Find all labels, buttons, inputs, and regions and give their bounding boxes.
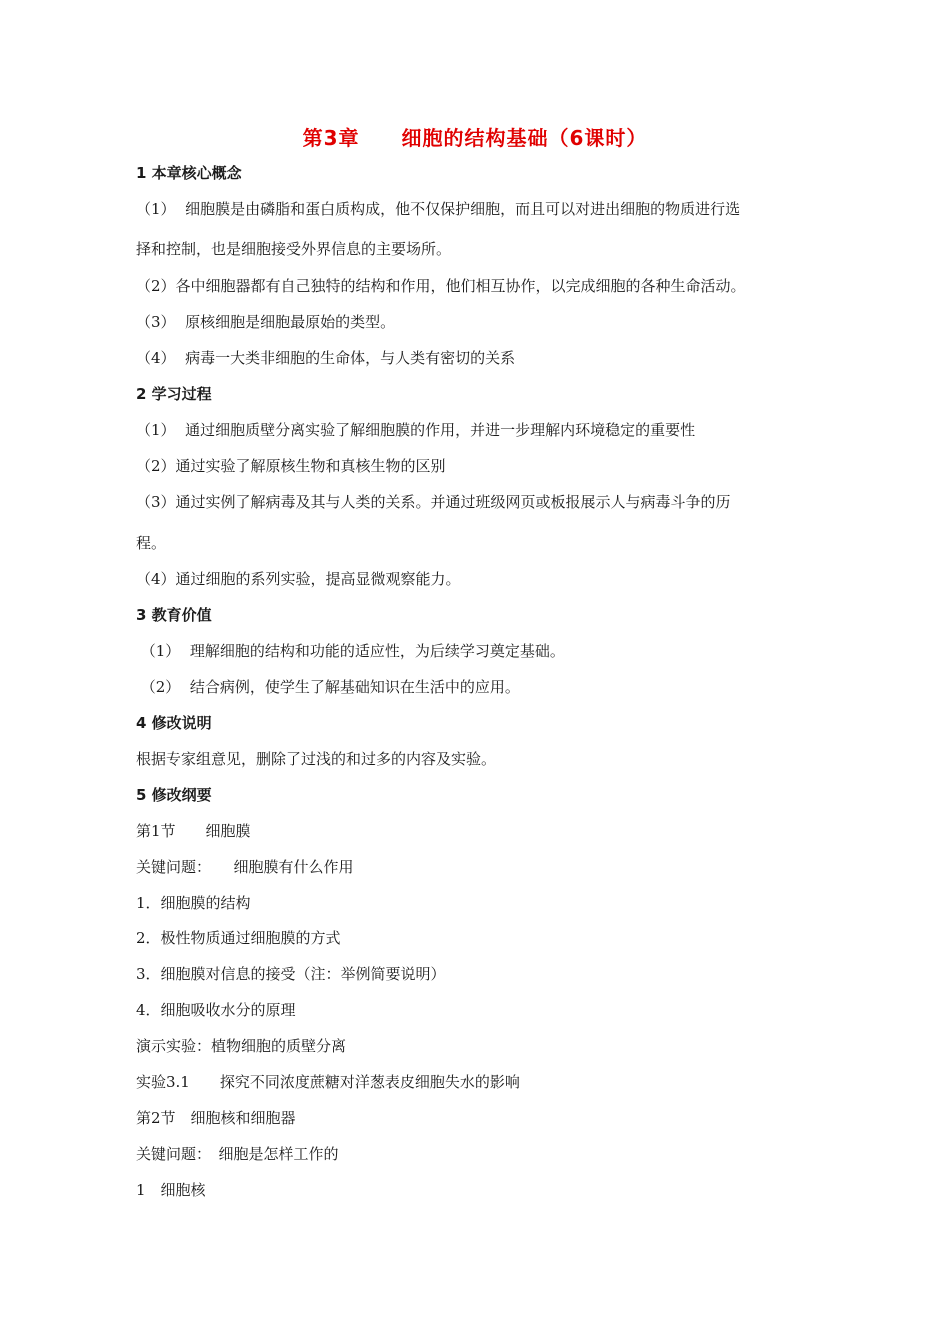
section-heading-revision-notes: 4 修改说明: [136, 714, 212, 732]
paragraph-line: （3）通过实例了解病毒及其与人类的关系。并通过班级网页或板报展示人与病毒斗争的历: [136, 493, 731, 511]
paragraph-line: （2）通过实验了解原核生物和真核生物的区别: [136, 457, 446, 475]
outline-line: 演示实验：植物细胞的质壁分离: [136, 1037, 347, 1055]
outline-line: 4．细胞吸收水分的原理: [136, 1001, 296, 1019]
outline-line: 第1节 细胞膜: [136, 822, 251, 840]
outline-line: 第2节 细胞核和细胞器: [136, 1109, 296, 1127]
outline-line: 实验3.1 探究不同浓度蔗糖对洋葱表皮细胞失水的影响: [136, 1073, 520, 1091]
outline-line: 关键问题： 细胞膜有什么作用: [136, 858, 354, 876]
outline-line: 1 细胞核: [136, 1181, 206, 1199]
outline-line: 1．细胞膜的结构: [136, 894, 251, 912]
paragraph-line: 择和控制，也是细胞接受外界信息的主要场所。: [136, 240, 452, 258]
outline-line: 关键问题： 细胞是怎样工作的: [136, 1145, 339, 1163]
section-heading-core-concepts: 1 本章核心概念: [136, 164, 242, 182]
outline-line: 2．极性物质通过细胞膜的方式: [136, 929, 341, 947]
outline-line: 3．细胞膜对信息的接受（注：举例简要说明）: [136, 965, 446, 983]
section-heading-educational-value: 3 教育价值: [136, 606, 212, 624]
paragraph-line: （2） 结合病例，使学生了解基础知识在生活中的应用。: [136, 678, 520, 696]
paragraph-line: （1） 理解细胞的结构和功能的适应性，为后续学习奠定基础。: [136, 642, 565, 660]
paragraph-line: （2）各中细胞器都有自己独特的结构和作用，他们相互协作，以完成细胞的各种生命活动。: [136, 277, 746, 295]
section-heading-learning-process: 2 学习过程: [136, 385, 212, 403]
paragraph-line: （1） 细胞膜是由磷脂和蛋白质构成，他不仅保护细胞，而且可以对进出细胞的物质进行选: [136, 200, 741, 218]
paragraph-line: （3） 原核细胞是细胞最原始的类型。: [136, 313, 396, 331]
paragraph-line: （4） 病毒一大类非细胞的生命体，与人类有密切的关系: [136, 349, 516, 367]
paragraph-line: （4）通过细胞的系列实验，提高显微观察能力。: [136, 570, 461, 588]
paragraph-line: 根据专家组意见，删除了过浅的和过多的内容及实验。: [136, 750, 497, 768]
chapter-title: 第3章 细胞的结构基础（6课时）: [302, 126, 648, 150]
paragraph-line: 程。: [136, 534, 167, 552]
paragraph-line: （1） 通过细胞质壁分离实验了解细胞膜的作用，并进一步理解内环境稳定的重要性: [136, 421, 696, 439]
section-heading-revision-outline: 5 修改纲要: [136, 786, 212, 804]
